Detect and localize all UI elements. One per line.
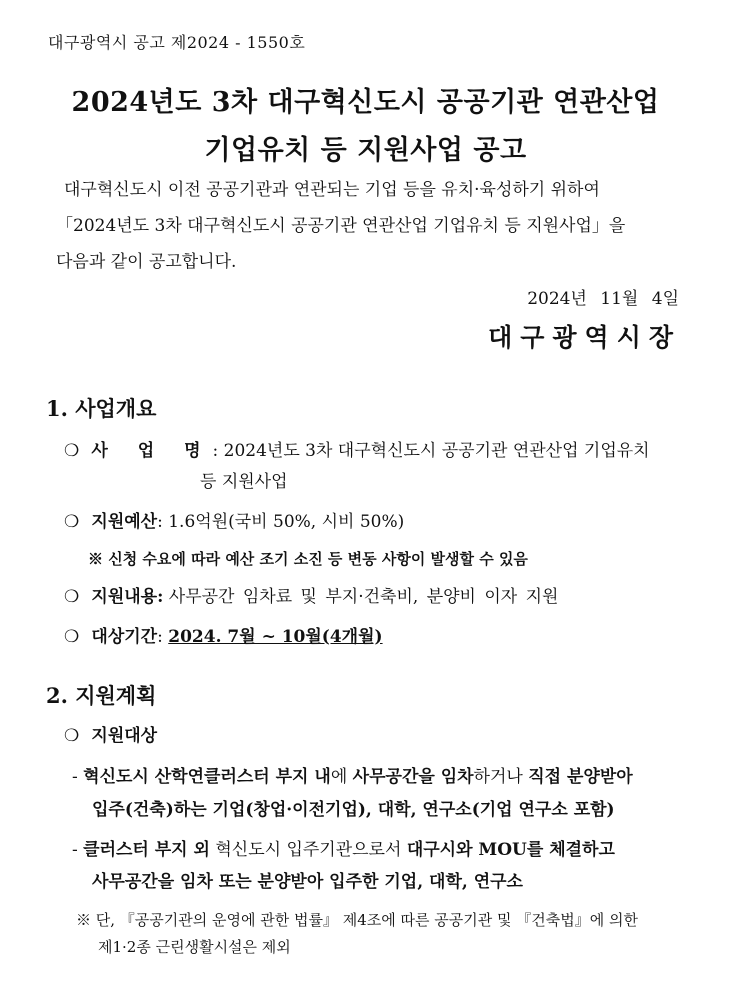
bullet-circle-icon: ❍ xyxy=(64,512,80,532)
period-value: 2024. 7월 ~ 10월(4개월) xyxy=(168,627,383,647)
support-row xyxy=(64,582,558,607)
target-item2-line1 xyxy=(72,835,615,860)
project-name-row xyxy=(64,436,650,461)
page-title-line1: 2024년도 3차 대구혁신도시 공공기관 연관산업 xyxy=(71,87,660,118)
exclusion-note-line2: 제1·2종 근린생활시설은 제외 xyxy=(98,938,291,956)
intro-line3: 다음과 같이 공고합니다. xyxy=(56,252,237,272)
dash-icon: - xyxy=(72,767,78,787)
period-colon: : xyxy=(157,627,163,647)
target-item2-line2: 사무공간을 임차 또는 분양받아 입주한 기업, 대학, 연구소 xyxy=(92,872,523,892)
target-item2-part2: 혁신도시 입주기관으로서 xyxy=(215,840,402,860)
intro-line1: 대구혁신도시 이전 공공기관과 연관되는 기업 등을 유치·육성하기 위하여 xyxy=(64,180,600,200)
project-name-value: : 2024년도 3차 대구혁신도시 공공기관 연관산업 기업유치 xyxy=(212,441,650,461)
target-item1-part5: 직접 분양받아 xyxy=(528,767,633,787)
project-name-value-cont: 등 지원사업 xyxy=(200,472,288,492)
bullet-circle-icon: ❍ xyxy=(64,627,80,647)
project-name-label: 사 업 명 xyxy=(91,441,213,461)
announcement-date: 2024년 11월 4일 xyxy=(527,289,679,309)
section1-heading: 1. 사업개요 xyxy=(46,396,157,421)
target-row xyxy=(64,721,157,746)
section2-heading: 2. 지원계획 xyxy=(46,683,157,708)
target-item1-part2: 에 xyxy=(330,767,348,787)
target-item1-part3: 사무공간을 임차 xyxy=(352,767,474,787)
support-value: 사무공간 임차료 및 부지·건축비, 분양비 이자 지원 xyxy=(168,587,559,607)
page-title-line2: 기업유치 등 지원사업 공고 xyxy=(204,135,527,166)
notice-number: 대구광역시 공고 제2024 - 1550호 xyxy=(48,33,306,52)
exclusion-note-line1: ※ 단, 『공공기관의 운영에 관한 법률』 제4조에 따른 공공기관 및 『건축법』에 의한 xyxy=(76,911,638,929)
target-item2-part1: 클러스터 부지 외 xyxy=(83,840,210,860)
target-item1-line1 xyxy=(72,762,633,787)
issuer-name: 대구광역시장 xyxy=(488,323,681,352)
budget-note: ※ 신청 수요에 따라 예산 조기 소진 등 변동 사항이 발생할 수 있음 xyxy=(88,550,528,568)
dash-icon: - xyxy=(72,840,78,860)
bullet-circle-icon: ❍ xyxy=(64,441,80,461)
target-item1-part1: 혁신도시 산학연클러스터 부지 내 xyxy=(83,767,331,787)
period-label: 대상기간 xyxy=(91,627,158,647)
period-row xyxy=(64,622,383,647)
support-label: 지원내용: xyxy=(91,587,164,607)
budget-row xyxy=(64,507,404,532)
intro-line2: 「2024년도 3차 대구혁신도시 공공기관 연관산업 기업유치 등 지원사업」을 xyxy=(56,216,626,236)
target-label: 지원대상 xyxy=(91,726,158,746)
target-item1-line2: 입주(건축)하는 기업(창업·이전기업), 대학, 연구소(기업 연구소 포함) xyxy=(92,800,615,820)
bullet-circle-icon: ❍ xyxy=(64,726,80,746)
budget-label: 지원예산 xyxy=(91,512,158,532)
target-item2-part3: 대구시와 MOU를 체결하고 xyxy=(406,840,615,860)
bullet-circle-icon: ❍ xyxy=(64,587,80,607)
target-item1-part4: 하거나 xyxy=(473,767,523,787)
budget-value: : 1.6억원(국비 50%, 시비 50%) xyxy=(157,512,405,532)
